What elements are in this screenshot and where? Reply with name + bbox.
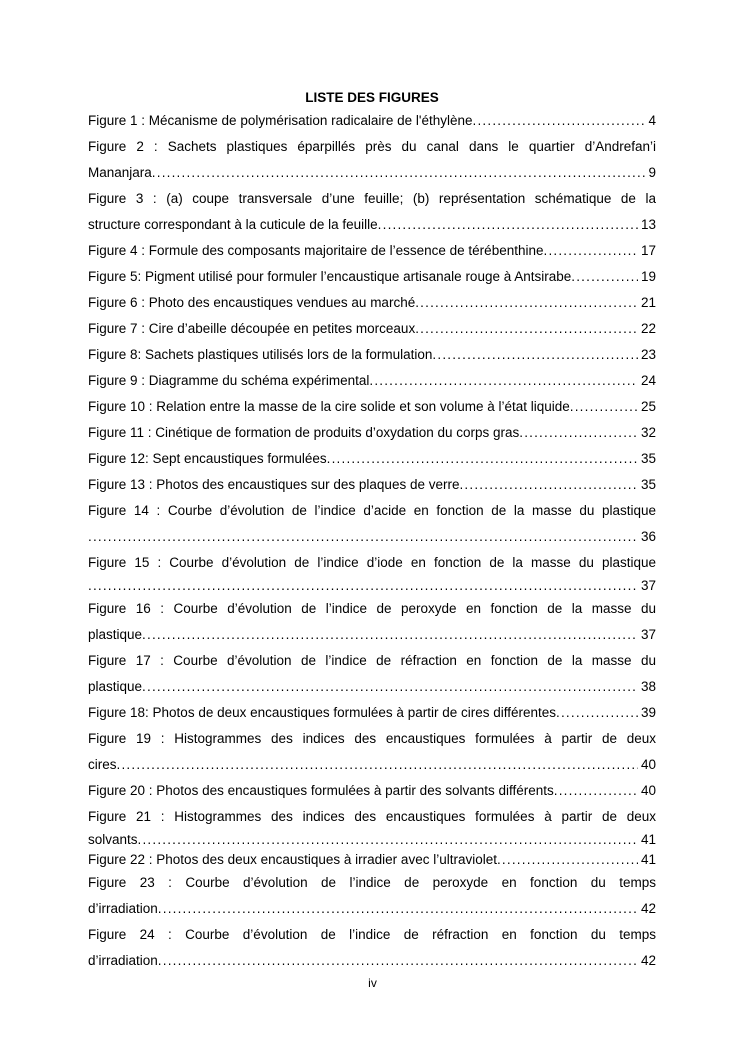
figure-entry-2 (88, 134, 656, 186)
dot-leader (327, 446, 638, 472)
figure-entry-21-continued (88, 830, 656, 850)
dot-leader (556, 700, 638, 726)
figure-caption: Figure 6 : Photo des encaustiques vendues au marché (88, 295, 416, 310)
figure-caption: Figure 10 : Relation entre la masse de la cire solide et son volume à l’état liquide (88, 399, 570, 414)
figure-entry-11 (88, 420, 656, 446)
figure-caption-continued: cires (88, 757, 117, 772)
figure-entry-13 (88, 472, 656, 498)
figure-caption: Figure 18: Photos de deux encaustiques formulées à partir de cires différentes (88, 705, 557, 720)
dot-leader (432, 342, 638, 368)
figure-caption: Figure 3 : (a) coupe transversale d’une feuille; (b) représentation schématique de la (88, 191, 656, 206)
dot-leader (88, 576, 638, 596)
page-number: 37 (640, 578, 656, 593)
figure-caption: Figure 21 : Histogrammes des indices des encaustiques formulées à partir de deux (88, 809, 656, 824)
figure-caption: Figure 24 : Courbe d’évolution de l’indice de réfraction en fonction du temps (88, 927, 656, 942)
figure-entry-18 (88, 700, 656, 726)
page-number: 25 (640, 399, 656, 414)
dot-leader (459, 472, 637, 498)
page-number: 9 (648, 165, 656, 180)
figure-caption: Figure 1 : Mécanisme de polymérisation radicalaire de l'éthylène (88, 113, 473, 128)
figure-entry-17 (88, 648, 656, 700)
figure-caption: Figure 13 : Photos des encaustiques sur des plaques de verre (88, 477, 460, 492)
figure-entry-16 (88, 596, 656, 648)
figure-caption-continued: Mananjara (88, 165, 152, 180)
dot-leader (378, 212, 638, 238)
figure-caption-continued: d’irradiation (88, 953, 158, 968)
page-number: 42 (640, 901, 656, 916)
figure-caption-continued: structure correspondant à la cuticule de la feuille (88, 217, 378, 232)
page-number: 19 (640, 269, 656, 284)
figure-caption: Figure 20 : Photos des encaustiques formulées à partir des solvants différents (88, 783, 554, 798)
page-number: 38 (640, 679, 656, 694)
page-number: 21 (640, 295, 656, 310)
page-number: 13 (640, 217, 656, 232)
dot-leader (571, 264, 638, 290)
figure-caption: Figure 16 : Courbe d’évolution de l’indice de peroxyde en fonction de la masse du (88, 601, 656, 616)
dot-leader (544, 238, 638, 264)
figure-entry-6 (88, 290, 656, 316)
page-number: 24 (640, 373, 656, 388)
page-number: 32 (640, 425, 656, 440)
figure-entry-24 (88, 922, 656, 974)
figure-caption: Figure 9 : Diagramme du schéma expérimental (88, 373, 370, 388)
figure-caption-continued: plastique (88, 679, 143, 694)
figure-entry-21 (88, 804, 656, 830)
figure-entry-19 (88, 726, 656, 778)
dot-leader (152, 160, 646, 186)
document-page (88, 88, 656, 974)
figure-caption: Figure 4 : Formule des composants majoritaire de l’essence de térébenthine (88, 243, 544, 258)
figure-caption: Figure 23 : Courbe d’évolution de l’indice de peroxyde en fonction du temps (88, 875, 656, 890)
figure-caption-continued: plastique (88, 627, 143, 642)
figure-entry-10 (88, 394, 656, 420)
page-number: 40 (640, 783, 656, 798)
figure-entry-15 (88, 550, 656, 576)
figure-caption: Figure 22 : Photos des deux encaustiques à irradier avec l’ultraviolet (88, 852, 497, 867)
figure-entry-22 (88, 850, 656, 870)
figure-caption: Figure 12: Sept encaustiques formulées (88, 451, 327, 466)
figure-caption: Figure 19 : Histogrammes des indices des encaustiques formulées à partir de deux (88, 731, 656, 746)
page-folio: iv (368, 976, 377, 990)
dot-leader (415, 316, 638, 342)
figure-entry-1 (88, 108, 656, 134)
figure-caption: Figure 14 : Courbe d’évolution de l’indice d’acide en fonction de la masse du plastique (88, 503, 656, 518)
page-number: 35 (640, 477, 656, 492)
figure-caption: Figure 5: Pigment utilisé pour formuler l’encaustique artisanale rouge à Antsirabe (88, 269, 572, 284)
figure-entry-5 (88, 264, 656, 290)
page-number: 4 (648, 113, 656, 128)
dot-leader (117, 752, 638, 778)
dot-leader (138, 830, 638, 850)
page-number: 17 (640, 243, 656, 258)
figure-entry-23 (88, 870, 656, 922)
page-number: 36 (640, 529, 656, 544)
dot-leader (554, 778, 638, 804)
dot-leader (142, 674, 638, 700)
figure-caption: Figure 15 : Courbe d’évolution de l’indice d’iode en fonction de la masse du plastique (88, 555, 656, 570)
page-number: 41 (640, 852, 656, 867)
figure-entry-4 (88, 238, 656, 264)
figure-caption: Figure 8: Sachets plastiques utilisés lors de la formulation (88, 347, 433, 362)
page-number: 22 (640, 321, 656, 336)
figure-caption: Figure 2 : Sachets plastiques éparpillés près du canal dans le quartier d’Andrefan’i (88, 139, 656, 154)
figure-entry-12 (88, 446, 656, 472)
dot-leader (473, 108, 646, 134)
list-title: LISTE DES FIGURES (305, 90, 439, 105)
dot-leader (570, 394, 638, 420)
dot-leader (519, 420, 638, 446)
figure-entry-15-continued (88, 576, 656, 596)
page-number: 42 (640, 953, 656, 968)
page-number: 39 (640, 705, 656, 720)
page-number: 23 (640, 347, 656, 362)
dot-leader (415, 290, 638, 316)
dot-leader (158, 948, 638, 974)
figure-entry-8 (88, 342, 656, 368)
figure-entry-20 (88, 778, 656, 804)
page-number: 41 (640, 832, 656, 847)
figure-caption: Figure 7 : Cire d’abeille découpée en petites morceaux (88, 321, 416, 336)
page-number: 37 (640, 627, 656, 642)
page-number: 40 (640, 757, 656, 772)
dot-leader (142, 622, 638, 648)
dot-leader (497, 850, 638, 870)
figure-caption-continued: solvants (88, 832, 138, 847)
figure-caption: Figure 17 : Courbe d’évolution de l’indice de réfraction en fonction de la masse du (88, 653, 656, 668)
figure-entry-9 (88, 368, 656, 394)
dot-leader (158, 896, 638, 922)
figure-caption-continued: d’irradiation (88, 901, 158, 916)
figure-entry-14 (88, 498, 656, 550)
page-number: 35 (640, 451, 656, 466)
figure-caption: Figure 11 : Cinétique de formation de produits d’oxydation du corps gras (88, 425, 520, 440)
dot-leader (88, 524, 638, 550)
figure-entry-3 (88, 186, 656, 238)
figure-entry-7 (88, 316, 656, 342)
dot-leader (369, 368, 638, 394)
